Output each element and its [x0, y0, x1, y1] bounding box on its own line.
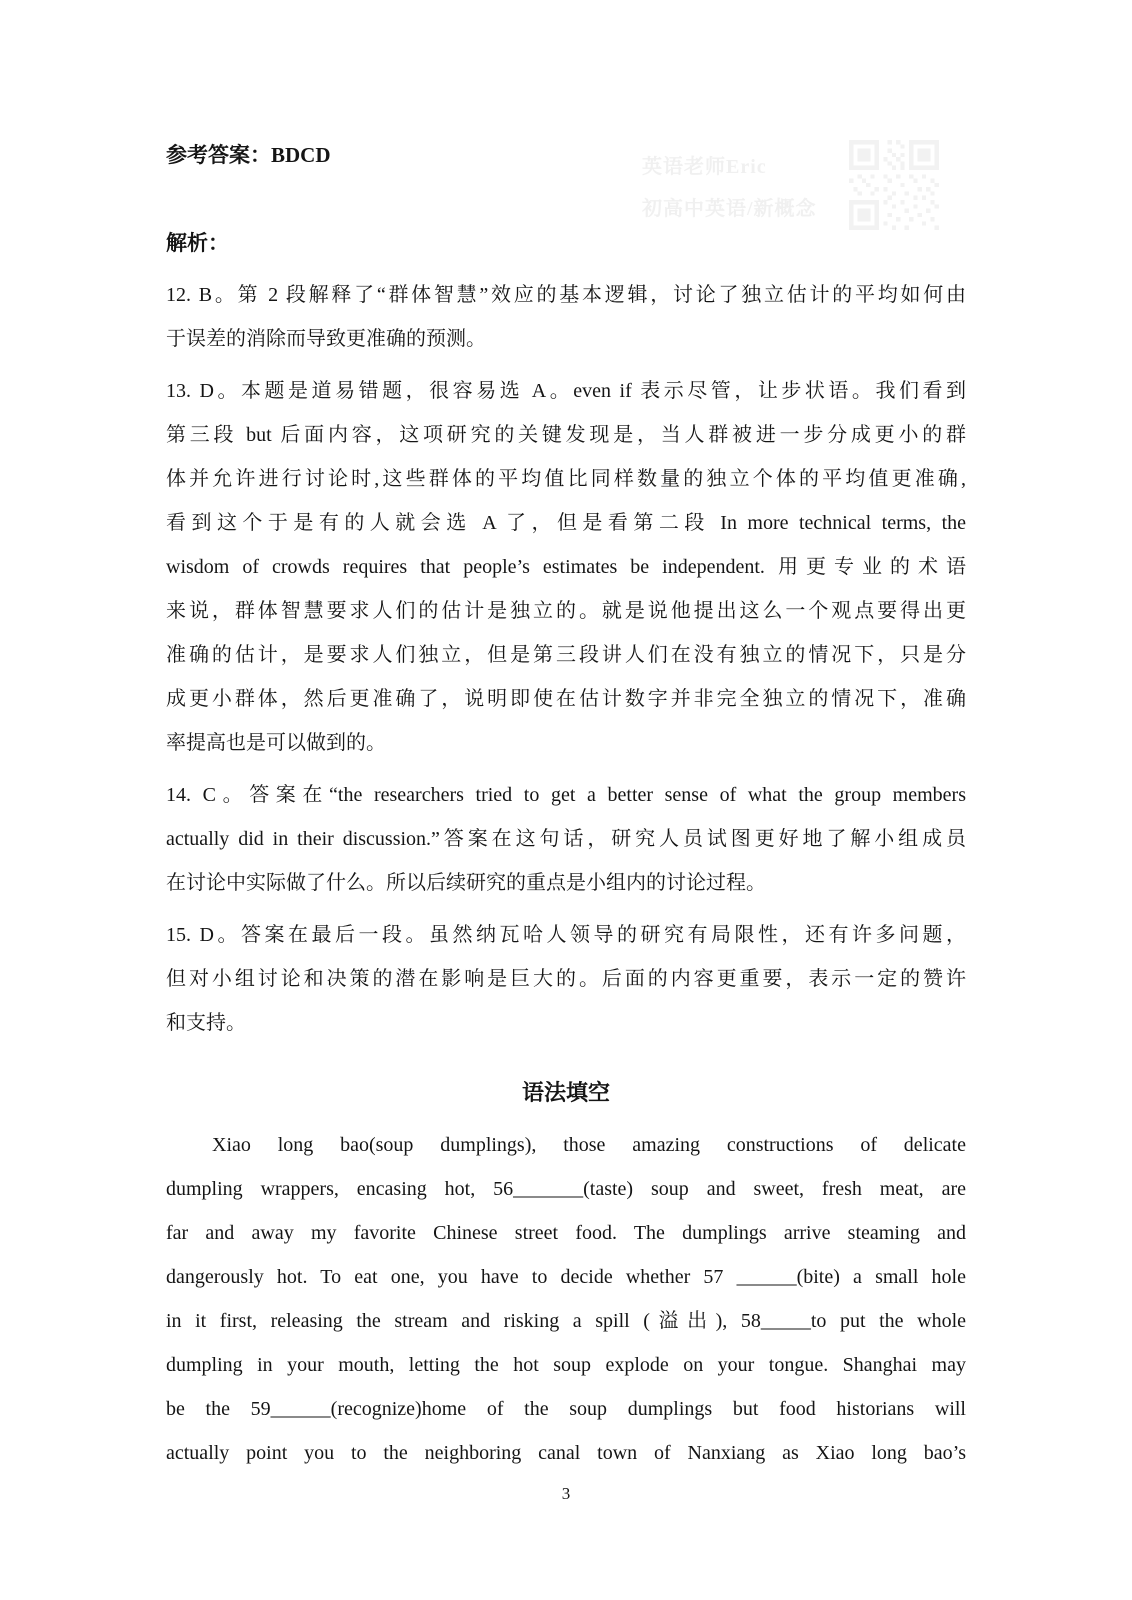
analysis-line: 14. C。答案在“the researchers tried to get a better sense of what the group members [166, 784, 966, 806]
analysis-line: 12. B。第 2 段解释了“群体智慧”效应的基本逻辑，讨论了独立估计的平均如何由 [166, 284, 966, 306]
passage-line: in it first, releasing the stream and risking a spill (溢出), 58_____to put the whole [166, 1310, 966, 1332]
passage-line: dumpling in your mouth, letting the hot soup explode on your tongue. Shanghai may [166, 1354, 966, 1376]
analysis-line: 准确的估计，是要求人们独立，但是第三段讲人们在没有独立的情况下，只是分 [166, 644, 966, 666]
analysis-line: 但对小组讨论和决策的潜在影响是巨大的。后面的内容更重要，表示一定的赞许 [166, 968, 966, 990]
watermark-text-line2: 初高中英语/新概念 [642, 198, 817, 220]
analysis-heading: 解析： [166, 231, 229, 255]
analysis-line: actually did in their discussion.”答案在这句话，研究人员试图更好地了解小组成员 [166, 828, 966, 850]
analysis-item-12 [166, 273, 966, 361]
passage-line: be the 59______(recognize)home of the soup dumplings but food historians will [166, 1398, 966, 1420]
passage-line: Xiao long bao(soup dumplings), those amazing constructions of delicate [212, 1134, 966, 1156]
watermark-text-line1: 英语老师Eric [642, 156, 767, 178]
analysis-item-15 [166, 913, 966, 1045]
passage-line: actually point you to the neighboring canal town of Nanxiang as Xiao long bao’s [166, 1442, 966, 1464]
analysis-line: 13. D。本题是道易错题，很容易选 A。even if 表示尽管，让步状语。我们看到 [166, 380, 966, 402]
answers-heading: 参考答案：BDCD [166, 143, 331, 167]
analysis-line: 第三段 but 后面内容，这项研究的关键发现是，当人群被进一步分成更小的群 [166, 424, 966, 446]
grammar-section-heading: 语法填空 [521, 1080, 610, 1105]
analysis-line: 率提高也是可以做到的。 [166, 732, 386, 754]
analysis-line: 看到这个于是有的人就会选 A 了，但是看第二段 In more technical terms, the [166, 512, 966, 534]
grammar-passage [166, 1123, 966, 1475]
analysis-line: wisdom of crowds requires that people’s estimates be independent. 用更专业的术语 [166, 556, 966, 578]
analysis-line: 在讨论中实际做了什么。所以后续研究的重点是小组内的讨论过程。 [166, 872, 766, 894]
document-content [166, 133, 966, 1475]
passage-line: dumpling wrappers, encasing hot, 56_______(taste) soup and sweet, fresh meat, are [166, 1178, 966, 1200]
analysis-line: 体并允许进行讨论时,这些群体的平均值比同样数量的独立个体的平均值更准确, [166, 468, 966, 490]
analysis-item-14 [166, 773, 966, 905]
page-number: 3 [561, 1484, 571, 1503]
analysis-line: 成更小群体，然后更准确了，说明即使在估计数字并非完全独立的情况下，准确 [166, 688, 966, 710]
analysis-line: 15. D。答案在最后一段。虽然纳瓦哈人领导的研究有局限性，还有许多问题， [166, 924, 966, 946]
passage-line: far and away my favorite Chinese street food. The dumplings arrive steaming and [166, 1222, 966, 1244]
analysis-line: 来说，群体智慧要求人们的估计是独立的。就是说他提出这么一个观点要得出更 [166, 600, 966, 622]
analysis-line: 于误差的消除而导致更准确的预测。 [166, 328, 486, 350]
passage-line: dangerously hot. To eat one, you have to decide whether 57 ______(bite) a small hole [166, 1266, 966, 1288]
analysis-line: 和支持。 [166, 1012, 246, 1034]
analysis-item-13 [166, 369, 966, 765]
